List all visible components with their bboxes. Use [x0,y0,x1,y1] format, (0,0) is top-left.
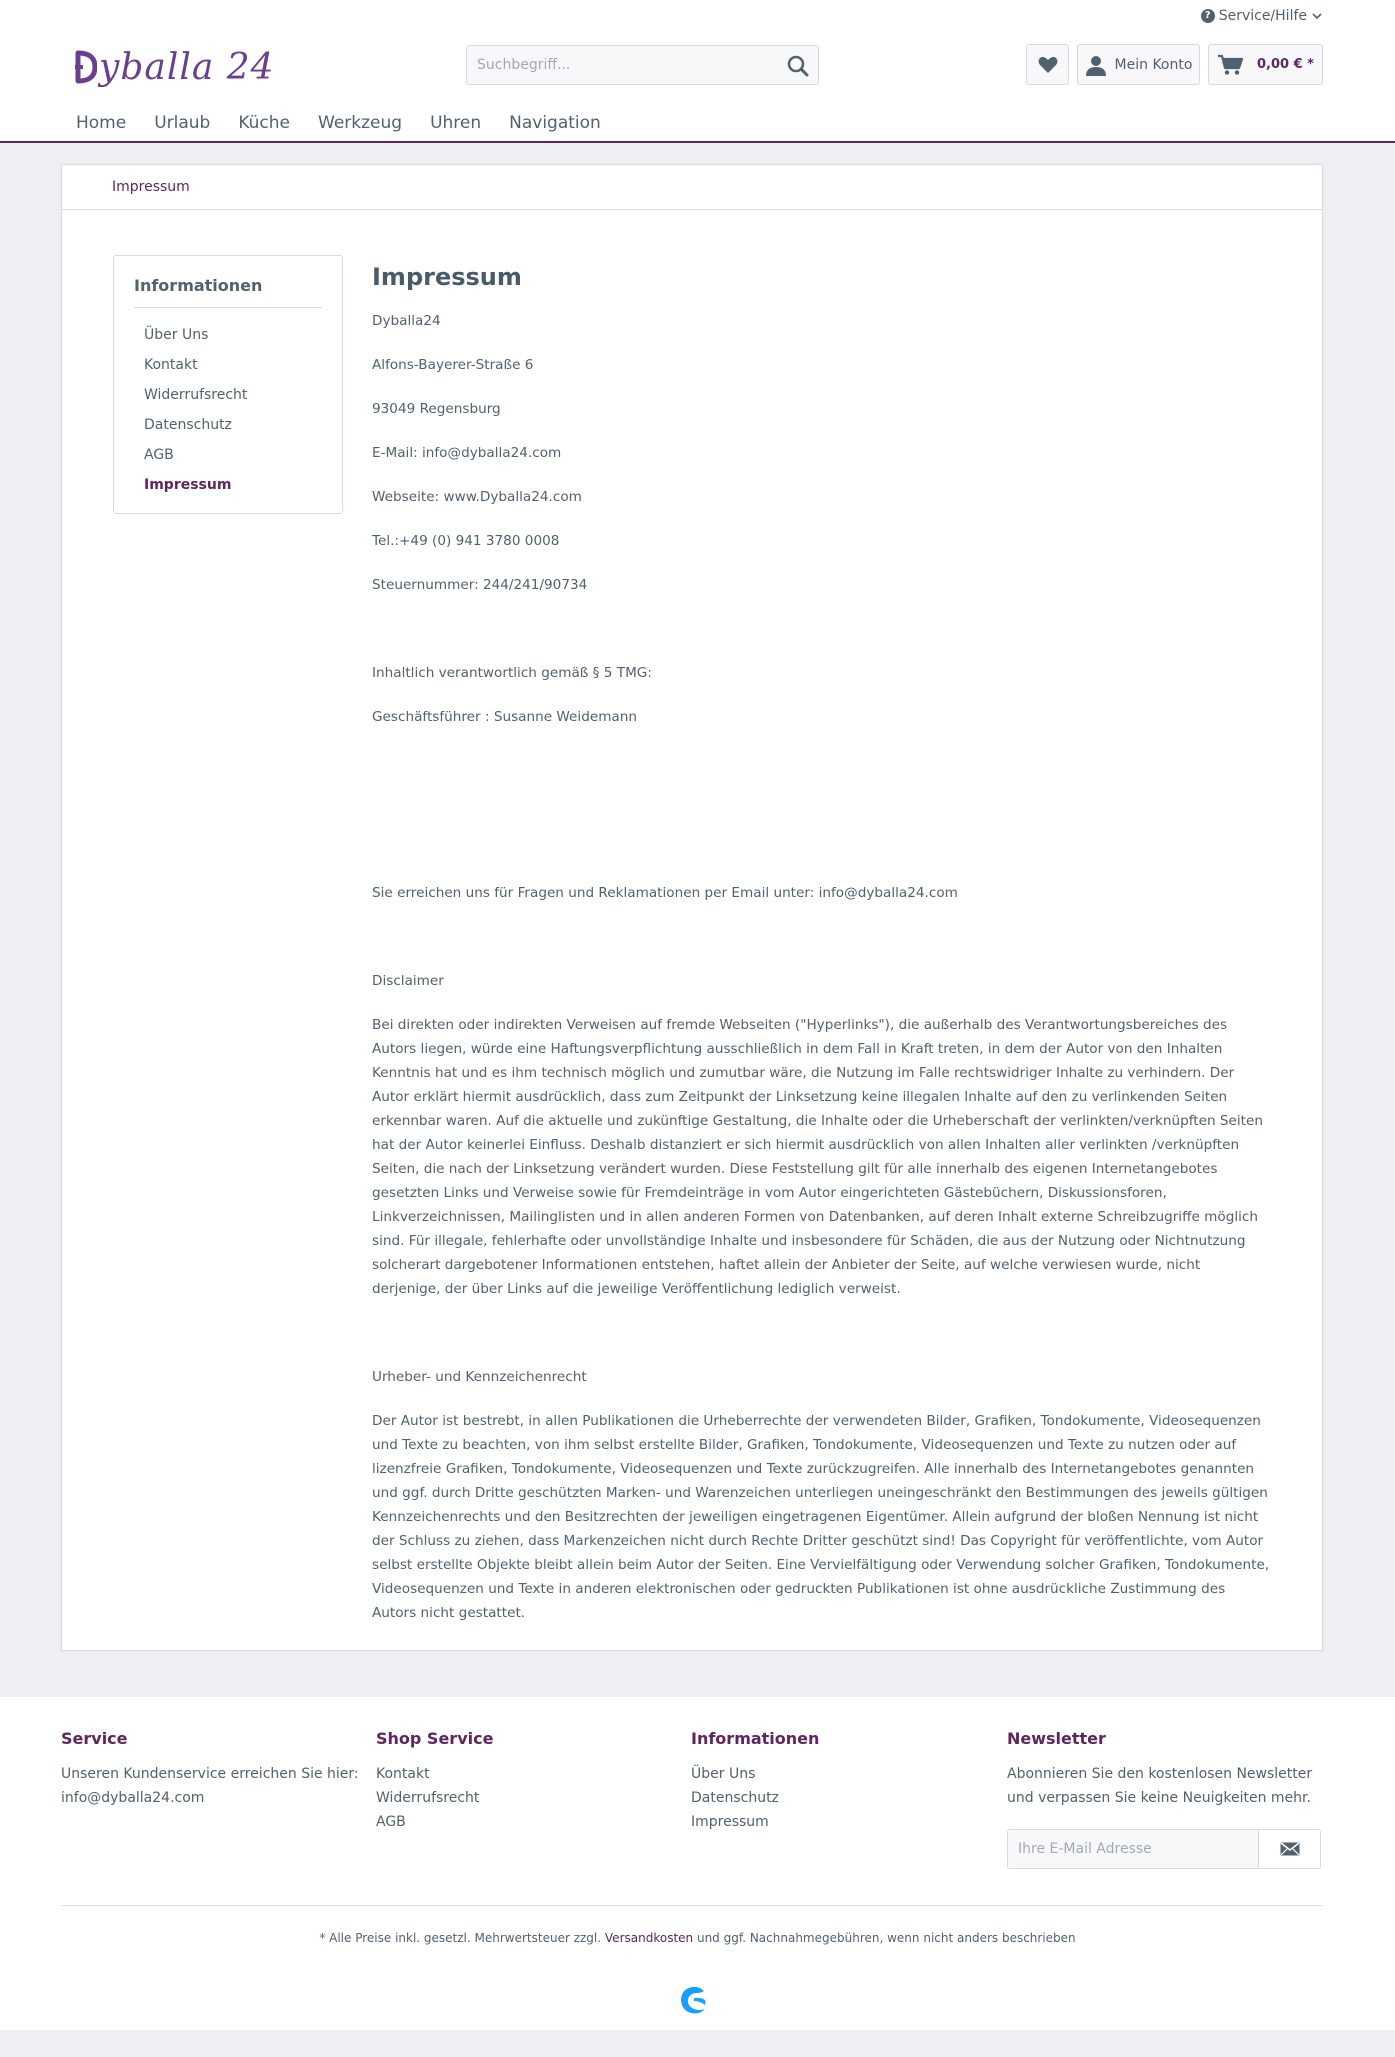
cart-amount: 0,00 € * [1257,57,1314,72]
footer-link-widerrufsrecht[interactable]: Widerrufsrecht [376,1790,480,1806]
footer [0,1697,1395,2030]
footer-newsletter [1007,1729,1327,1810]
shopware-logo-icon [677,1984,709,2020]
sidebar [113,255,343,514]
bottom-strip [0,2030,1395,2057]
footer-link-kontakt[interactable]: Kontakt [376,1766,430,1782]
content-panel [61,164,1323,1651]
cart-icon [1217,54,1243,76]
sidebar-title: Informationen [134,276,322,308]
sidebar-item-ueber-uns[interactable]: Über Uns [144,327,209,343]
footer-service [61,1729,371,1810]
manager-line: Geschäftsführer : Susanne Weidemann [372,709,637,725]
vat-suffix: und ggf. Nachnahmegebühren, wenn nicht anders beschrieben [696,1931,1076,1945]
chevron-down-icon [1311,10,1323,22]
footer-link-datenschutz[interactable]: Datenschutz [691,1790,779,1806]
main-navigation [76,113,629,133]
search-box [466,45,819,85]
footer-link-agb[interactable]: AGB [376,1814,406,1830]
website-line: Webseite: www.Dyballa24.com [372,489,582,505]
breadcrumb [62,165,1322,210]
wishlist-button[interactable] [1026,44,1069,85]
vat-notice [0,1931,1395,1945]
nav-item-kueche[interactable]: Küche [238,113,290,133]
address-city: 93049 Regensburg [372,401,501,417]
footer-newsletter-text: Abonnieren Sie den kostenlosen Newsletter und verpassen Sie keine Neuigkeiten mehr. [1007,1766,1313,1806]
help-icon: ? [1201,9,1215,23]
service-label: Service/Hilfe [1218,8,1307,24]
tax-line: Steuernummer: 244/241/90734 [372,577,588,593]
nav-item-navigation[interactable]: Navigation [509,113,601,133]
disclaimer-text: Bei direkten oder indirekten Verweisen auf fremde Webseiten ("Hyperlinks"), die außerhalb des Verantwortungsbereiches des Autors liegen, würde eine Haftungsverpflichtung ausschließlich in dem Fall in Kraft treten, in dem der Autor von den Inhalten Kenntnis hat und es ihm technisch möglich und zumutbar wäre, die Nutzung im Falle rechtswidriger Inhalte zu verhindern. Der Autor erklärt hiermit ausdrücklich, dass zum Zeitpunkt der Linksetzung keine illegalen Inhalte auf den zu verlinkenden Seiten erkennbar waren. Auf die aktuelle und zukünftige Gestaltung, die Inhalte oder die Urheberschaft der verlinkten/verknüpften Seiten hat der Autor keinerlei Einfluss. Deshalb distanziert er sich hiermit ausdrücklich von allen Inhalten aller verlinkten /verknüpften Seiten, die nach der Linksetzung verändert wurden. Diese Feststellung gilt für alle innerhalb des eigenen Internetangebotes gesetzten Links und Verweise sowie für Fremdeinträge in vom Autor eingerichteten Gästebüchern, Diskussionsforen, Linkverzeichnissen, Mailinglisten und in allen anderen Formen von Datenbanken, auf deren Inhalt externe Schreibzugriffe möglich sind. Für illegale, fehlerhafte oder unvollständige Inhalte und insbesondere für Schäden, die aus der Nutzung oder Nichtnutzung solcherart dargebotener Informationen entstehen, haftet allein der Anbieter der Seite, auf welche verwiesen wurde, nicht derjenige, der über Links auf die jeweilige Veröffentlichung lediglich verweist. [372,1017,1263,1297]
footer-divider [61,1905,1323,1906]
header [0,0,1395,143]
nav-item-home[interactable]: Home [76,113,127,133]
company-name: Dyballa24 [372,313,441,329]
logo[interactable] [75,42,275,92]
logo-d-mark [75,50,97,84]
email-line: E-Mail: info@dyballa24.com [372,445,562,461]
copyright-text: Der Autor ist bestrebt, in allen Publikationen die Urheberrechte der verwendeten Bilder, Grafiken, Tondokumente, Videosequenzen und Texte zu beachten, von ihm selbst erstellte Bilder, Grafiken, Tondokumente, Videosequenzen und Texte zu nutzen oder auf lizenzfreie Grafiken, Tondokumente, Videosequenzen und Texte zurückzugreifen. Alle innerhalb des Internetangebotes genannten und ggf. durch Dritte geschützten Marken- und Warenzeichen unterliegen uneingeschränkt den Bestimmungen des jeweils gültigen Kennzeichenrechts und den Besitzrechten der jeweiligen eingetragenen Eigentümer. Allein aufgrund der bloßen Nennung ist nicht der Schluss zu ziehen, dass Markenzeichen nicht durch Rechte Dritter geschützt sind! Das Copyright für veröffentlichte, vom Autor selbst erstellte Objekte bleibt allein beim Autor der Seiten. Eine Vervielfältigung oder Verwendung solcher Grafiken, Tondokumente, Videosequenzen und Texte in anderen elektronischen oder gedruckten Publikationen ist ohne ausdrückliche Zustimmung des Autors nicht gestattet. [372,1413,1270,1621]
contact-note: Sie erreichen uns für Fragen und Reklamationen per Email unter: info@dyballa24.com [372,885,958,901]
nav-item-werkzeug[interactable]: Werkzeug [318,113,403,133]
footer-link-ueber-uns[interactable]: Über Uns [691,1766,756,1782]
sidebar-item-impressum[interactable]: Impressum [144,477,232,493]
sidebar-item-kontakt[interactable]: Kontakt [144,357,198,373]
account-button[interactable] [1077,44,1200,85]
breadcrumb-current[interactable]: Impressum [112,179,190,195]
search-icon[interactable] [786,54,810,78]
page-title: Impressum [372,263,522,291]
disclaimer-heading: Disclaimer [372,973,444,989]
article [372,263,1272,1625]
nav-item-urlaub[interactable]: Urlaub [154,113,211,133]
sidebar-item-agb[interactable]: AGB [144,447,174,463]
envelope-icon [1280,1842,1300,1856]
footer-service-email[interactable]: info@dyballa24.com [61,1790,205,1806]
footer-informationen [691,1729,1001,1834]
service-menu[interactable] [1201,8,1323,24]
copyright-heading: Urheber- und Kennzeichenrecht [372,1369,587,1385]
sidebar-item-datenschutz[interactable]: Datenschutz [144,417,232,433]
footer-link-impressum[interactable]: Impressum [691,1814,769,1830]
footer-newsletter-title: Newsletter [1007,1729,1106,1748]
phone-line: Tel.:+49 (0) 941 3780 0008 [372,533,560,549]
cart-button[interactable] [1208,44,1323,85]
address-street: Alfons-Bayerer-Straße 6 [372,357,534,373]
nav-item-uhren[interactable]: Uhren [430,113,482,133]
footer-service-title: Service [61,1729,128,1748]
footer-shop-service-title: Shop Service [376,1729,494,1748]
responsible-line: Inhaltlich verantwortlich gemäß § 5 TMG: [372,665,652,681]
heart-icon [1038,56,1058,74]
newsletter-email-input[interactable] [1008,1830,1258,1868]
account-label: Mein Konto [1114,56,1193,73]
shipping-costs-link[interactable]: Versandkosten [604,1931,694,1945]
vat-prefix: * Alle Preise inkl. gesetzl. Mehrwertsteuer zzgl. [319,1931,602,1945]
footer-service-text: Unseren Kundenservice erreichen Sie hier: [61,1766,359,1782]
sidebar-list [114,320,342,500]
search-input[interactable] [467,46,767,84]
user-icon [1085,54,1107,76]
newsletter-form [1007,1829,1321,1869]
footer-shop-service [376,1729,686,1834]
logo-text: yballa 24 [99,46,275,88]
footer-informationen-title: Informationen [691,1729,820,1748]
newsletter-submit-button[interactable] [1258,1830,1320,1868]
sidebar-item-widerrufsrecht[interactable]: Widerrufsrecht [144,387,248,403]
